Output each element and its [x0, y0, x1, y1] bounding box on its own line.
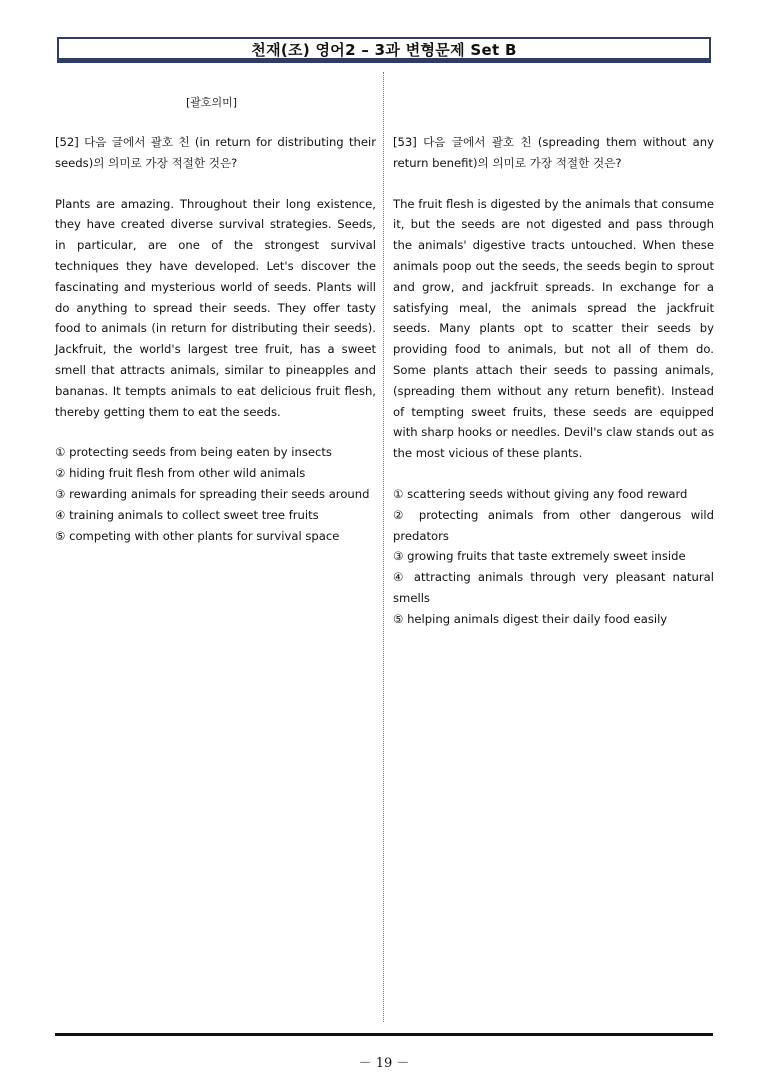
option-52-1: ① protecting seeds from being eaten by insects [55, 445, 332, 460]
option-52-4: ④ training animals to collect sweet tree fruits [55, 507, 319, 522]
question-52: [52] 다음 글에서 괄호 친 (in return for distributing their seeds)의 의미로 가장 적절한 것은? [55, 135, 376, 170]
page-number: － 19 － [358, 1056, 410, 1071]
question-53: [53] 다음 글에서 괄호 친 (spreading them without any return benefit)의 의미로 가장 적절한 것은? [393, 135, 714, 170]
option-53-5: ⑤ helping animals digest their daily food easily [393, 611, 668, 626]
column-divider [383, 72, 384, 1022]
option-52-5: ⑤ competing with other plants for survival space [55, 528, 340, 543]
option-53-2: ② protecting animals from other dangerous wild predators [393, 507, 714, 543]
passage-52: Plants are amazing. Throughout their long existence, they have created diverse survival strategies. Seeds, in particular, are one of the strongest survival techniques they have developed. Let's discover the fascinating and mysterious world of seeds. Plants will do anything to spread their seeds. They offer tasty food to animals (in return for distributing their seeds). Jackfruit, the world's largest tree fruit, has a sweet smell that attracts animals, similar to pineapples and bananas. It tempts animals to eat delicious fruit flesh, thereby getting them to eat the seeds. [55, 196, 376, 419]
option-53-3: ③ growing fruits that taste extremely sweet inside [393, 549, 686, 564]
options-52 [55, 442, 376, 546]
section-tag: [괄호의미] [186, 96, 238, 109]
footer-rule [55, 1033, 713, 1036]
passage-53: The fruit flesh is digested by the animals that consume it, but the seeds are not digested and pass through the animals' digestive tracts untouched. When these animals poop out the seeds, the seeds begin to sprout and grow, and jackfruit spreads. In exchange for a satisfying meal, the animals spread the jackfruit seeds. Many plants opt to scatter their seeds by providing food to animals, but not all of them do. Some plants attach their seeds to passing animals, (spreading them without any return benefit). Instead of tempting sweet fruits, these seeds are equipped with sharp hooks or needles. Devil's claw stands out as the most vicious of these plants. [393, 196, 714, 461]
right-column [393, 132, 714, 630]
left-column [55, 132, 376, 546]
page-header [57, 37, 711, 63]
option-52-2: ② hiding fruit flesh from other wild animals [55, 466, 306, 481]
option-52-3: ③ rewarding animals for spreading their seeds around [55, 486, 370, 501]
option-53-4: ④ attracting animals through very pleasant natural smells [393, 570, 714, 605]
header-title: 천재(조) 영어2 – 3과 변형문제 Set B [251, 40, 517, 59]
option-53-1: ① scattering seeds without giving any food reward [393, 486, 688, 501]
options-53 [393, 484, 714, 630]
